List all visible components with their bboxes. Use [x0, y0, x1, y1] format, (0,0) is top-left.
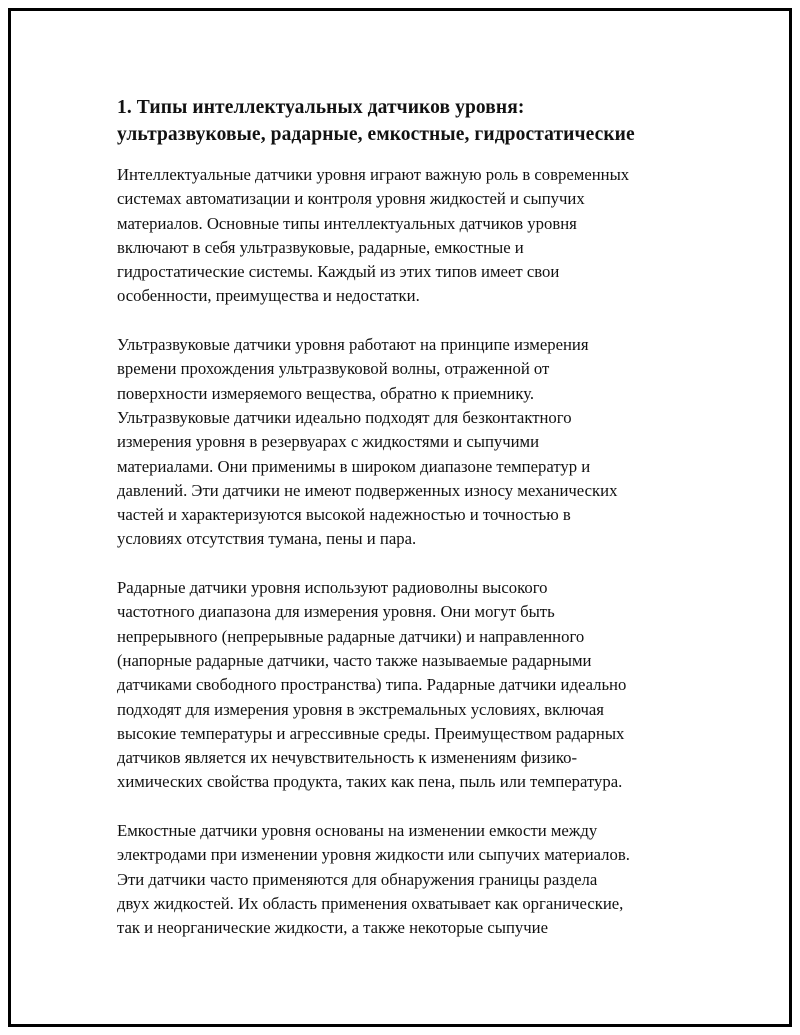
text-line: материалами. Они применимы в широком диапазоне температур и — [117, 456, 591, 476]
text-line: давлений. Эти датчики не имеют подверженных износу механических — [117, 480, 618, 500]
heading-line: 1. Типы интеллектуальных датчиков уровня: — [117, 97, 525, 118]
heading-line: ультразвуковые, радарные, емкостные, гидростатические — [117, 124, 635, 145]
text-line: двух жидкостей. Их область применения охватывает как органические, — [117, 893, 624, 913]
text-line: непрерывного (непрерывные радарные датчики) и направленного — [117, 626, 585, 646]
text-line: Ультразвуковые датчики уровня работают на принципе измерения — [117, 335, 589, 355]
text-line: особенности, преимущества и недостатки. — [117, 286, 420, 306]
text-line: химических свойства продукта, таких как пена, пыль или температура. — [117, 772, 623, 792]
text-line: системах автоматизации и контроля уровня жидкостей и сыпучих — [117, 189, 585, 209]
paragraph-capacitive — [117, 819, 687, 940]
text-line: поверхности измеряемого вещества, обратно к приемнику. — [117, 383, 535, 403]
paragraph-intro — [117, 163, 687, 309]
section-heading — [117, 94, 687, 148]
text-line: частей и характеризуются высокой надежностью и точностью в — [117, 505, 571, 525]
text-line: датчиками свободного пространства) типа. Радарные датчики идеально — [117, 675, 627, 695]
text-line: Емкостные датчики уровня основаны на изменении емкости между — [117, 821, 598, 841]
text-line: так и неорганические жидкости, а также некоторые сыпучие — [117, 918, 548, 938]
paragraph-ultrasonic — [117, 333, 687, 552]
text-line: материалов. Основные типы интеллектуальных датчиков уровня — [117, 213, 577, 233]
paragraph-radar — [117, 576, 687, 795]
text-line: (напорные радарные датчики, часто также называемые радарными — [117, 650, 592, 670]
text-line: включают в себя ультразвуковые, радарные, емкостные и — [117, 237, 524, 257]
document-body — [117, 94, 687, 941]
text-line: высокие температуры и агрессивные среды. Преимуществом радарных — [117, 723, 625, 743]
text-line: времени прохождения ультразвуковой волны, отраженной от — [117, 359, 550, 379]
text-line: электродами при изменении уровня жидкости или сыпучих материалов. — [117, 845, 630, 865]
text-line: датчиков является их нечувствительность к изменениям физико- — [117, 748, 577, 768]
text-line: гидростатические системы. Каждый из этих типов имеет свои — [117, 262, 560, 282]
text-line: Ультразвуковые датчики идеально подходят для безконтактного — [117, 407, 572, 427]
text-line: условиях отсутствия тумана, пены и пара. — [117, 529, 417, 549]
text-line: Эти датчики часто применяются для обнаружения границы раздела — [117, 869, 598, 889]
text-line: Радарные датчики уровня используют радиоволны высокого — [117, 578, 548, 598]
text-line: измерения уровня в резервуарах с жидкостями и сыпучими — [117, 432, 540, 452]
text-line: подходят для измерения уровня в экстремальных условиях, включая — [117, 699, 604, 719]
text-line: Интеллектуальные датчики уровня играют важную роль в современных — [117, 165, 630, 184]
text-line: частотного диапазона для измерения уровня. Они могут быть — [117, 602, 555, 622]
